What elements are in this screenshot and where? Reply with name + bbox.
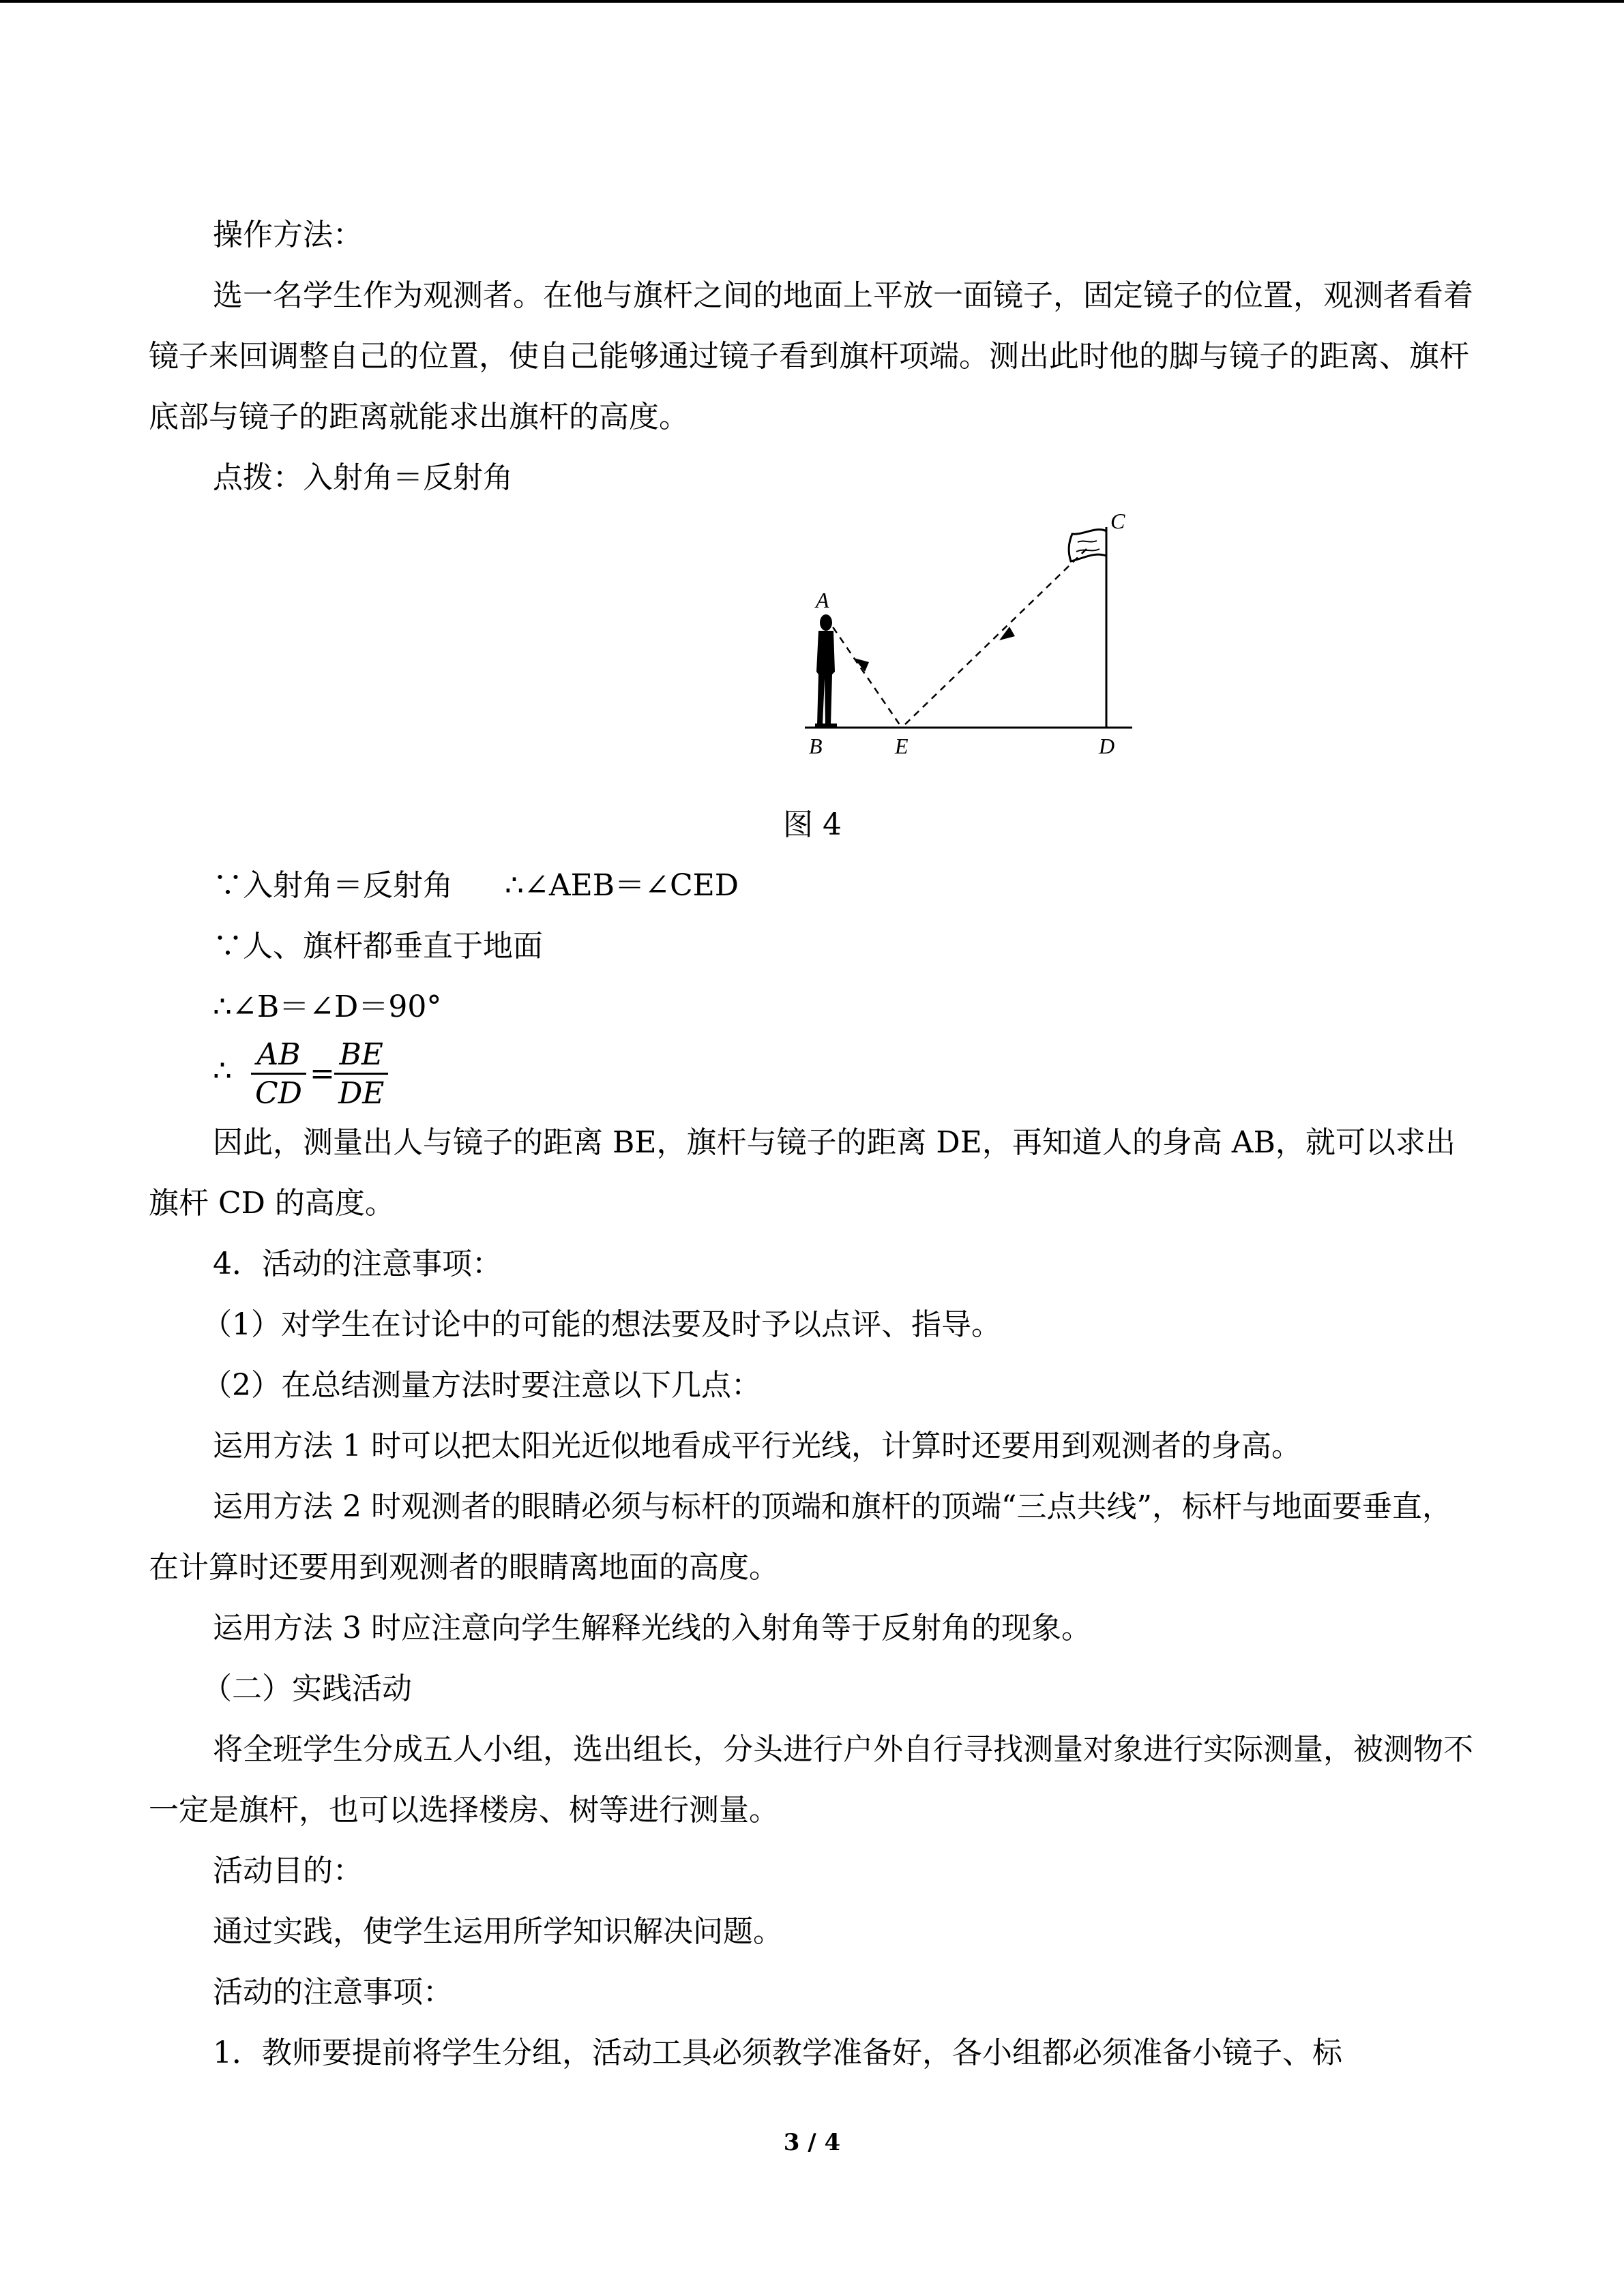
paragraph-method-3: 运用方法 3 时应注意向学生解释光线的入射角等于反射角的现象。 bbox=[213, 1611, 1091, 1645]
proof-line-3: ∴∠B＝∠D＝90° bbox=[213, 989, 442, 1024]
page-number: 3 / 4 bbox=[783, 2129, 841, 2156]
paragraph-purpose-heading: 活动目的： bbox=[213, 1853, 363, 1888]
paragraph-practice-heading: （二）实践活动 bbox=[202, 1671, 412, 1706]
ray-c-to-e bbox=[902, 549, 1087, 728]
paragraph-purpose: 通过实践，使学生运用所学知识解决问题。 bbox=[213, 1914, 783, 1949]
flag-shape bbox=[1069, 530, 1106, 561]
proof-line-fraction bbox=[149, 1037, 1476, 1112]
paragraph-conclusion: 因此，测量出人与镜子的距离 BE，旗杆与镜子的距离 DE，再知道人的身高 AB，就可以求出旗杆 CD 的高度。 bbox=[149, 1125, 1456, 1221]
paragraph-note-2: （2）在总结测量方法时要注意以下几点： bbox=[202, 1368, 761, 1403]
top-border-line bbox=[0, 0, 1624, 3]
paragraph-notes-heading: 4．活动的注意事项： bbox=[213, 1247, 502, 1281]
arrow-down-from-c bbox=[999, 627, 1015, 640]
fraction-ab-over-cd bbox=[251, 1037, 306, 1113]
diagram-drawing bbox=[647, 508, 1138, 794]
label-b: B bbox=[809, 734, 823, 758]
proof-line-1-left: ∵入射角＝反射角 bbox=[213, 868, 453, 903]
equals-sign: = bbox=[310, 1056, 335, 1091]
fraction-denominator-de: DE bbox=[338, 1076, 385, 1111]
proof-line-1 bbox=[149, 855, 1476, 916]
paragraph-hint: 点拨：入射角＝反射角 bbox=[213, 460, 513, 495]
paragraph-note-1: （1）对学生在讨论中的可能的想法要及时予以点评、指导。 bbox=[202, 1307, 1001, 1342]
proof-line-2: ∵人、旗杆都垂直于地面 bbox=[213, 929, 543, 964]
proof-line-1-right: ∴∠AEB＝∠CED bbox=[505, 868, 739, 903]
paragraph-practice-description: 将全班学生分成五人小组，选出组长，分头进行户外自行寻找测量对象进行实际测量，被测物不一定是旗杆，也可以选择楼房、树等进行测量。 bbox=[149, 1732, 1473, 1828]
paragraph-method-description: 选一名学生作为观测者。在他与旗杆之间的地面上平放一面镜子，固定镜子的位置，观测者看着镜子来回调整自己的位置，使自己能够通过镜子看到旗杆项端。测出此时他的脚与镜子的距离、旗杆底部与镜子的距离就能求出旗杆的高度。 bbox=[149, 278, 1473, 434]
paragraph-method-2: 运用方法 2 时观测者的眼睛必须与标杆的顶端和旗杆的顶端“三点共线”，标杆与地面要垂直，在计算时还要用到观测者的眼睛离地面的高度。 bbox=[149, 1489, 1452, 1585]
fraction-numerator-ab: AB bbox=[251, 1037, 306, 1075]
figure-caption: 图 4 bbox=[783, 807, 842, 842]
fraction-be-over-de bbox=[334, 1037, 388, 1113]
therefore-symbol: ∴ bbox=[213, 1054, 232, 1088]
label-e: E bbox=[895, 734, 909, 758]
person-silhouette bbox=[815, 614, 837, 728]
label-a: A bbox=[816, 588, 829, 612]
paragraph-method-heading: 操作方法： bbox=[213, 218, 363, 252]
paragraph-method-1: 运用方法 1 时可以把太阳光近似地看成平行光线，计算时还要用到观测者的身高。 bbox=[213, 1429, 1301, 1463]
fraction-denominator-cd: CD bbox=[255, 1076, 302, 1111]
paragraph-practice-notes-heading: 活动的注意事项： bbox=[213, 1975, 453, 2010]
fraction-numerator-be: BE bbox=[334, 1037, 388, 1075]
paragraph-practice-note-1: 1．教师要提前将学生分组，活动工具必须教学准备好，各小组都必须准备小镜子、标 bbox=[213, 2036, 1342, 2070]
figure-mirror-diagram bbox=[149, 508, 1476, 794]
ray-e-to-a bbox=[826, 617, 902, 728]
document-body bbox=[149, 205, 1476, 2083]
label-c: C bbox=[1110, 509, 1125, 533]
label-d: D bbox=[1099, 734, 1115, 758]
